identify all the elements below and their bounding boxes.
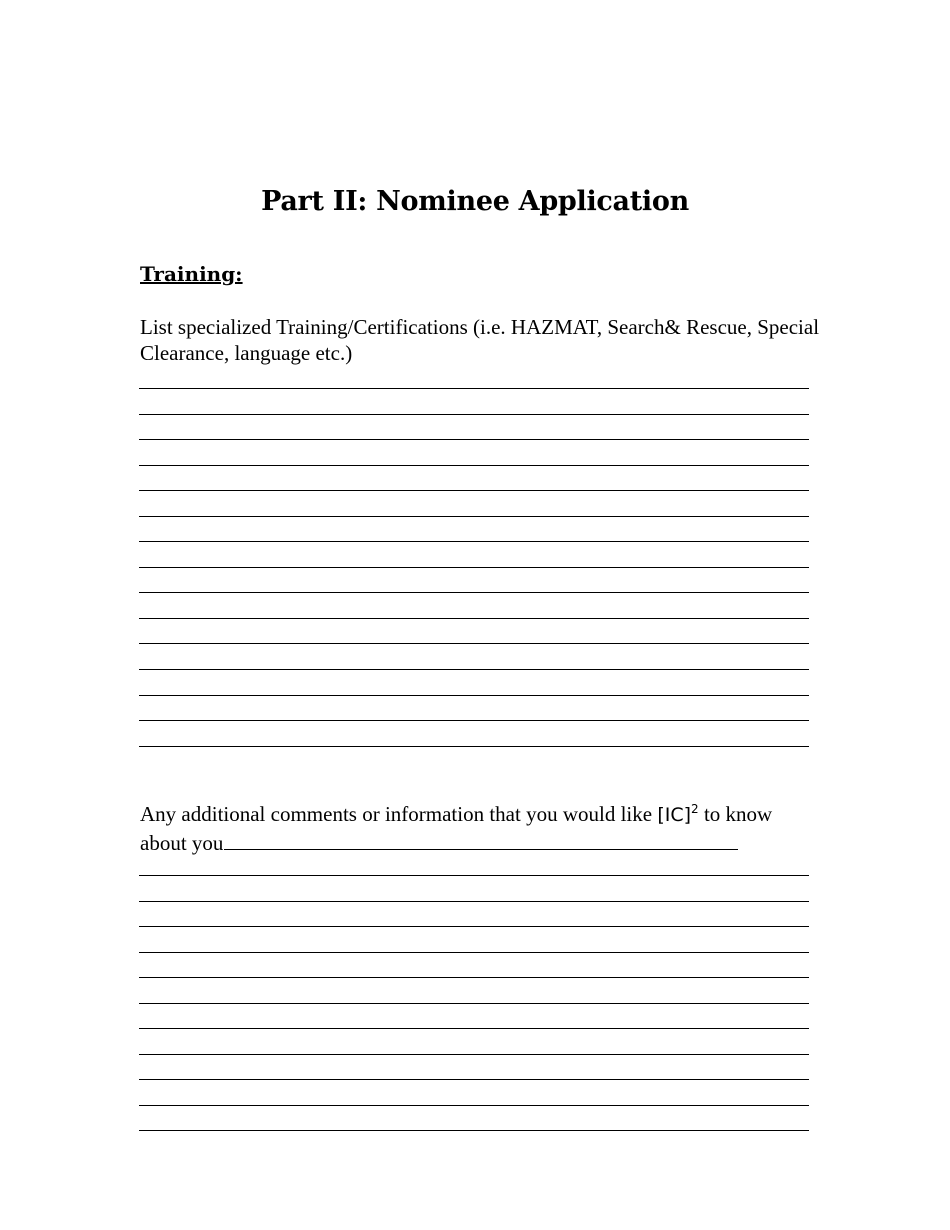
fill-line[interactable] <box>139 952 809 953</box>
fill-line[interactable] <box>139 1003 809 1004</box>
fill-line[interactable] <box>139 414 809 415</box>
fill-line[interactable] <box>139 490 809 491</box>
org-superscript: 2 <box>691 802 699 816</box>
fill-line[interactable] <box>139 643 809 644</box>
comments-lines <box>139 875 809 1156</box>
fill-line[interactable] <box>139 746 809 747</box>
fill-line[interactable] <box>139 388 809 389</box>
comments-prompt-text: Any additional comments or information that you would like <box>140 802 658 826</box>
fill-line[interactable] <box>139 439 809 440</box>
training-prompt: List specialized Training/Certifications (i.e. HAZMAT, Search& Rescue, Special Clearance, language etc.) <box>140 315 820 365</box>
comments-prompt-text-end: to know about you <box>140 802 773 855</box>
fill-line[interactable] <box>139 875 809 876</box>
fill-line[interactable] <box>139 567 809 568</box>
fill-line[interactable] <box>139 720 809 721</box>
fill-line[interactable] <box>139 1130 809 1131</box>
fill-line[interactable] <box>139 618 809 619</box>
fill-line[interactable] <box>139 1054 809 1055</box>
fill-line[interactable] <box>139 926 809 927</box>
fill-line[interactable] <box>139 1028 809 1029</box>
comments-prompt <box>140 802 820 856</box>
fill-line[interactable] <box>139 465 809 466</box>
fill-line[interactable] <box>139 695 809 696</box>
fill-line[interactable] <box>139 516 809 517</box>
fill-line[interactable] <box>139 592 809 593</box>
comments-inline-line[interactable] <box>224 849 738 850</box>
org-name: [IC] <box>657 804 692 826</box>
fill-line[interactable] <box>139 1105 809 1106</box>
fill-line[interactable] <box>139 669 809 670</box>
training-heading: Training: <box>140 262 243 286</box>
page-title: Part II: Nominee Application <box>261 186 689 217</box>
fill-line[interactable] <box>139 541 809 542</box>
training-lines <box>139 388 809 771</box>
fill-line[interactable] <box>139 901 809 902</box>
fill-line[interactable] <box>139 1079 809 1080</box>
fill-line[interactable] <box>139 977 809 978</box>
